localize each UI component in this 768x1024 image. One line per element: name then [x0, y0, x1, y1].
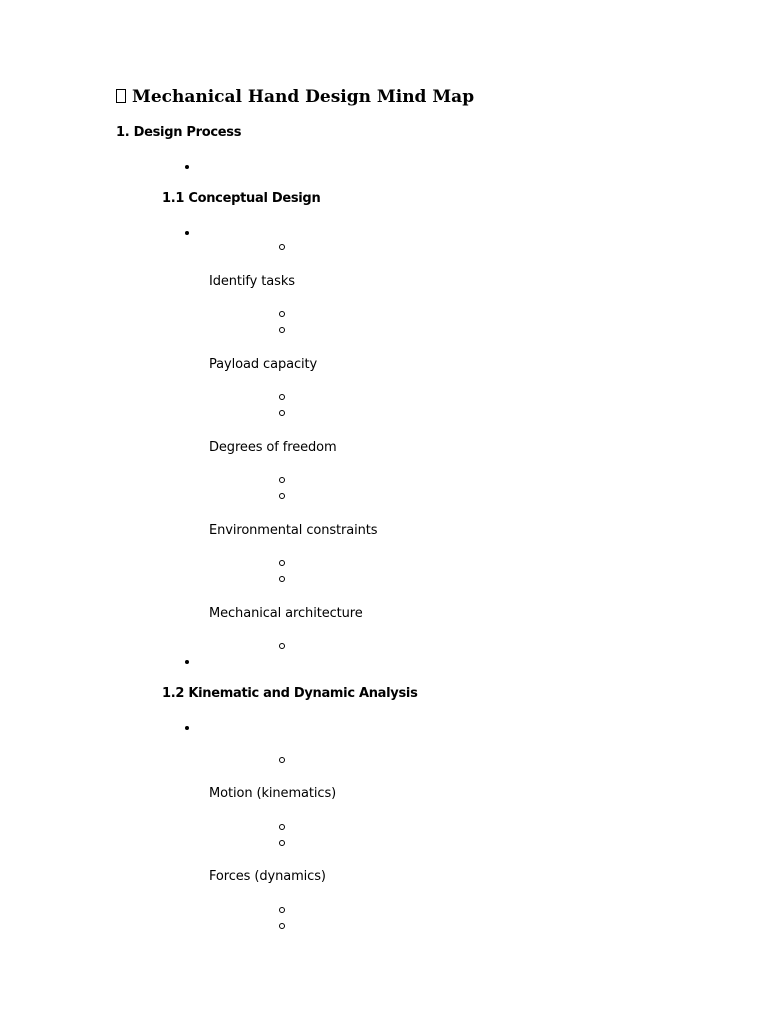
- list-item-motion-kinematics: Motion (kinematics): [209, 786, 337, 801]
- missing-glyph-box-icon: [116, 89, 126, 103]
- list-bullet: [185, 165, 189, 169]
- page-title: [116, 86, 474, 108]
- list-circle-marker: [279, 560, 285, 566]
- section-heading-design-process: 1. Design Process: [116, 125, 242, 140]
- list-circle-marker: [279, 923, 285, 929]
- list-circle-marker: [279, 907, 285, 913]
- list-item-degrees-of-freedom: Degrees of freedom: [209, 440, 337, 455]
- list-circle-marker: [279, 244, 285, 250]
- list-bullet: [185, 231, 189, 235]
- list-circle-marker: [279, 477, 285, 483]
- list-circle-marker: [279, 493, 285, 499]
- list-circle-marker: [279, 394, 285, 400]
- list-circle-marker: [279, 840, 285, 846]
- subsection-heading-conceptual-design: 1.1 Conceptual Design: [162, 191, 321, 206]
- list-item-identify-tasks: Identify tasks: [209, 274, 295, 289]
- list-circle-marker: [279, 643, 285, 649]
- list-item-forces-dynamics: Forces (dynamics): [209, 869, 326, 884]
- list-item-mechanical-architecture: Mechanical architecture: [209, 606, 363, 621]
- list-circle-marker: [279, 576, 285, 582]
- list-bullet: [185, 660, 189, 664]
- page-title-text: Mechanical Hand Design Mind Map: [132, 87, 475, 107]
- list-circle-marker: [279, 824, 285, 830]
- list-item-environmental-constraints: Environmental constraints: [209, 523, 378, 538]
- list-item-payload-capacity: Payload capacity: [209, 357, 318, 372]
- list-circle-marker: [279, 757, 285, 763]
- subsection-heading-kinematic-dynamic-analysis: 1.2 Kinematic and Dynamic Analysis: [162, 686, 418, 701]
- list-circle-marker: [279, 327, 285, 333]
- list-bullet: [185, 726, 189, 730]
- list-circle-marker: [279, 410, 285, 416]
- list-circle-marker: [279, 311, 285, 317]
